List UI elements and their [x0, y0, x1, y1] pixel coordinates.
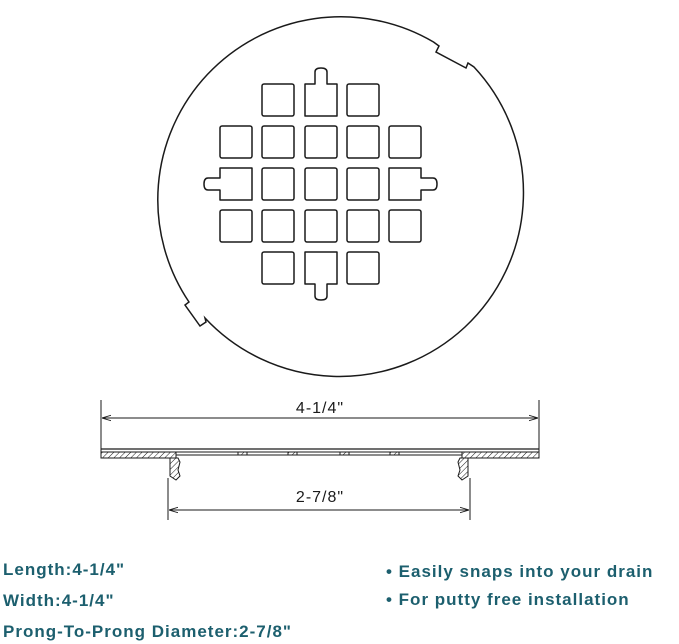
- plate-left-hatch: [101, 452, 176, 458]
- drain-hole: [305, 126, 337, 158]
- spec-length: Length:4-1/4": [3, 560, 126, 579]
- drain-hole: [347, 126, 379, 158]
- drain-hole-grid: [204, 68, 437, 300]
- drain-hole: [262, 210, 294, 242]
- drain-hole-tab: [389, 168, 437, 200]
- drain-hole: [262, 84, 294, 116]
- drain-hole: [305, 168, 337, 200]
- drain-hole: [347, 84, 379, 116]
- drain-hole: [262, 168, 294, 200]
- plate-right-hatch: [462, 452, 539, 458]
- drain-hole: [305, 210, 337, 242]
- spec-prong-diameter: Prong-To-Prong Diameter:2-7/8": [3, 622, 292, 641]
- drain-hole: [347, 210, 379, 242]
- drain-hole: [262, 126, 294, 158]
- drain-hole: [262, 252, 294, 284]
- drain-hole: [389, 210, 421, 242]
- left-prong: [170, 458, 180, 480]
- spec-width: Width:4-1/4": [3, 591, 115, 610]
- overall-width-label: 4-1/4": [295, 400, 345, 417]
- drain-hole: [389, 126, 421, 158]
- prong-diameter-label: 2-7/8": [295, 489, 345, 506]
- drain-hole: [220, 210, 252, 242]
- drain-hole-tab: [305, 68, 337, 116]
- feature-putty-free: • For putty free installation: [386, 590, 630, 609]
- drain-hole: [220, 126, 252, 158]
- drain-cover-top-view: [158, 17, 524, 377]
- right-prong: [458, 458, 468, 480]
- drain-hole-tab: [204, 168, 252, 200]
- drain-hole-tab: [305, 252, 337, 300]
- drain-hole: [347, 252, 379, 284]
- cover-outline: [158, 17, 524, 377]
- feature-snaps-in: • Easily snaps into your drain: [386, 562, 654, 581]
- drain-hole: [347, 168, 379, 200]
